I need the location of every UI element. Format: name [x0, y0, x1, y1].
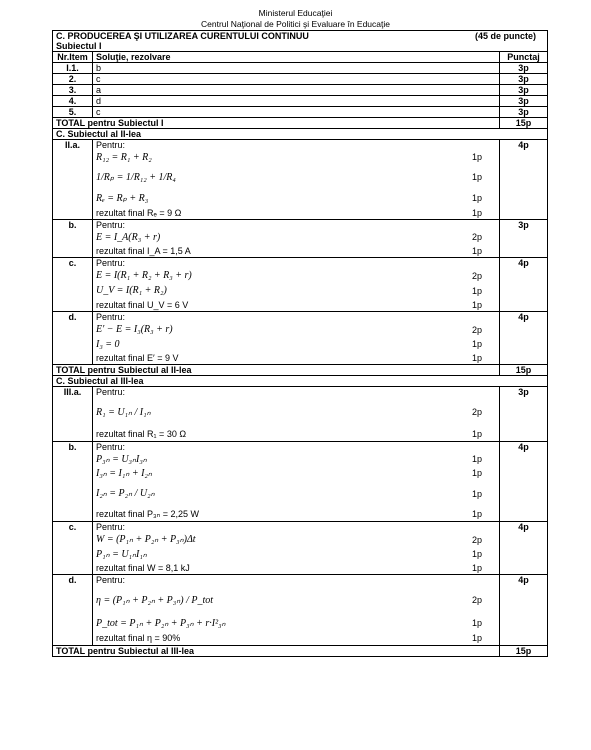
formula: R₁₂ = R₁ + R₂: [96, 151, 152, 163]
final-result: rezultat final P₃ₙ = 2,25 W: [96, 509, 200, 519]
line-points: 1p: [471, 339, 482, 349]
item-solution: a: [93, 85, 500, 96]
pentru-label: Pentru:: [96, 220, 126, 230]
formula-line: [96, 150, 496, 164]
item-points: 4p: [499, 442, 547, 522]
formula: E = I_A(R₃ + r): [96, 231, 161, 243]
formula-line: [96, 507, 496, 521]
formula: 1/Rₚ = 1/R₁₂ + 1/R₄: [96, 171, 176, 183]
formula: I₃ₙ = I₁ₙ + I₂ₙ: [96, 467, 152, 479]
formula-line: [96, 283, 496, 298]
table-row: [53, 74, 548, 85]
item-points: 3p: [499, 74, 547, 85]
line-points: 2p: [471, 407, 482, 417]
item-solution: b: [93, 63, 500, 74]
total-points: 15p: [499, 365, 547, 376]
line-points: 1p: [471, 468, 482, 478]
table-row: [53, 522, 548, 575]
formula-line: [96, 427, 496, 441]
table-row: [53, 96, 548, 107]
table-row: [53, 312, 548, 365]
item-solution: [93, 220, 500, 258]
item-solution: [93, 140, 500, 220]
final-result: rezultat final W = 8,1 kJ: [96, 562, 190, 573]
item-solution: [93, 575, 500, 646]
item-solution: [93, 522, 500, 575]
line-points: 1p: [471, 488, 482, 499]
formula-line: [96, 322, 496, 337]
final-result: rezultat final U_V = 6 V: [96, 299, 189, 310]
formula-line: [96, 397, 496, 427]
total-points: 15p: [499, 646, 547, 657]
section-title-row: [53, 31, 548, 52]
total-row: [53, 118, 548, 129]
item-solution: d: [93, 96, 500, 107]
pentru-label: Pentru:: [96, 575, 126, 585]
item-points: 3p: [499, 96, 547, 107]
formula-line: [96, 164, 496, 190]
final-result: rezultat final E′ = 9 V: [96, 352, 179, 363]
col-solution-header: Soluţie, rezolvare: [93, 52, 500, 63]
formula: P_tot = P₁ₙ + P₂ₙ + P₃ₙ + r·I²₃ₙ: [96, 617, 226, 629]
formula-line: [96, 547, 496, 561]
line-points: 2p: [471, 270, 482, 281]
item-solution: [93, 442, 500, 522]
formula: Rₑ = Rₚ + R₃: [96, 192, 149, 204]
line-points: 1p: [471, 245, 482, 256]
col-points-header: Punctaj: [499, 52, 547, 63]
item-points: 3p: [499, 85, 547, 96]
line-points: 2p: [471, 534, 482, 545]
line-points: 1p: [471, 509, 482, 519]
total-label: TOTAL pentru Subiectul al II-lea: [53, 365, 500, 376]
total-row: [53, 365, 548, 376]
final-result: rezultat final η = 90%: [96, 633, 181, 643]
subject3-title: C. Subiectul al III-lea: [53, 376, 548, 387]
item-number: b.: [53, 442, 93, 522]
pentru-label: Pentru:: [96, 522, 126, 532]
table-row: [53, 140, 548, 220]
item-points: 4p: [499, 522, 547, 575]
formula: W = (P₁ₙ + P₂ₙ + P₃ₙ)Δt: [96, 534, 196, 545]
document-header: [0, 8, 591, 30]
line-points: 1p: [471, 618, 482, 628]
table-row: [53, 63, 548, 74]
line-points: 1p: [471, 285, 482, 296]
formula-line: [96, 337, 496, 351]
item-number: I.1.: [53, 63, 93, 74]
section-title: C. PRODUCEREA ŞI UTILIZAREA CURENTULUI CONTINUU: [56, 31, 309, 41]
header-ministry: Ministerul Educaţiei: [258, 8, 333, 18]
pentru-label: Pentru:: [96, 140, 126, 150]
table-row: [53, 387, 548, 442]
formula-line: [96, 452, 496, 466]
final-result: rezultat final I_A = 1,5 A: [96, 245, 191, 256]
line-points: 1p: [471, 633, 482, 643]
line-points: 2p: [471, 324, 482, 335]
line-points: 1p: [471, 429, 482, 439]
table-row: [53, 258, 548, 312]
item-number: 2.: [53, 74, 93, 85]
line-points: 2p: [471, 595, 482, 605]
item-points: 3p: [499, 387, 547, 442]
total-label: TOTAL pentru Subiectul al III-lea: [53, 646, 500, 657]
col-item-header: Nr.Item: [53, 52, 93, 63]
formula: U_V = I(R₁ + R₂): [96, 285, 167, 296]
table-row: [53, 85, 548, 96]
line-points: 2p: [471, 232, 482, 242]
subject2-title-row: [53, 129, 548, 140]
formula-line: [96, 561, 496, 574]
line-points: 1p: [471, 299, 482, 310]
table-row: [53, 575, 548, 646]
formula: R₁ = U₁ₙ / I₁ₙ: [96, 406, 151, 418]
item-points: 3p: [499, 107, 547, 118]
final-result: rezultat final Rₑ = 9 Ω: [96, 207, 182, 218]
formula-line: [96, 298, 496, 311]
formula: P₁ₙ = U₁ₙI₁ₙ: [96, 548, 147, 560]
item-points: 4p: [499, 312, 547, 365]
item-number: d.: [53, 575, 93, 646]
item-solution: c: [93, 107, 500, 118]
line-points: 1p: [471, 172, 482, 182]
formula-line: [96, 532, 496, 547]
line-points: 1p: [471, 352, 482, 363]
formula: I₃ = 0: [96, 338, 120, 350]
item-number: II.a.: [53, 140, 93, 220]
total-points: 15p: [499, 118, 547, 129]
item-number: III.a.: [53, 387, 93, 442]
formula-line: [96, 585, 496, 615]
subject3-title-row: [53, 376, 548, 387]
subject1-title: Subiectul I: [56, 41, 102, 51]
formula-line: [96, 268, 496, 283]
pentru-label: Pentru:: [96, 442, 126, 452]
item-points: 4p: [499, 575, 547, 646]
item-solution: [93, 312, 500, 365]
subject2-title: C. Subiectul al II-lea: [53, 129, 548, 140]
line-points: 1p: [471, 152, 482, 162]
formula-line: [96, 206, 496, 219]
line-points: 1p: [471, 549, 482, 559]
formula-line: [96, 230, 496, 244]
item-number: c.: [53, 522, 93, 575]
formula-line: [96, 351, 496, 364]
formula-line: [96, 190, 496, 206]
formula: E′ − E = I₃(R₃ + r): [96, 324, 173, 335]
formula: I₂ₙ = P₂ₙ / U₂ₙ: [96, 488, 155, 499]
formula-line: [96, 244, 496, 257]
pentru-label: Pentru:: [96, 258, 126, 268]
total-row: [53, 646, 548, 657]
table-header-row: [53, 52, 548, 63]
item-solution: c: [93, 74, 500, 85]
pentru-label: Pentru:: [96, 387, 126, 397]
item-number: d.: [53, 312, 93, 365]
item-solution: [93, 387, 500, 442]
item-points: 3p: [499, 220, 547, 258]
formula: P₃ₙ = U₃ₙI₃ₙ: [96, 453, 147, 465]
formula-line: [96, 480, 496, 507]
item-solution: [93, 258, 500, 312]
item-number: 5.: [53, 107, 93, 118]
item-points: 4p: [499, 140, 547, 220]
item-number: 3.: [53, 85, 93, 96]
header-center: Centrul Naţional de Politici şi Evaluare în Educaţie: [201, 19, 390, 29]
formula: E = I(R₁ + R₂ + R₃ + r): [96, 270, 192, 281]
table-row: [53, 442, 548, 522]
item-points: 4p: [499, 258, 547, 312]
item-number: 4.: [53, 96, 93, 107]
line-points: 1p: [471, 193, 482, 203]
formula: η = (P₁ₙ + P₂ₙ + P₃ₙ) / P_tot: [96, 594, 214, 606]
formula-line: [96, 615, 496, 631]
grading-table: [52, 30, 548, 657]
table-row: [53, 107, 548, 118]
item-points: 3p: [499, 63, 547, 74]
line-points: 1p: [471, 562, 482, 573]
section-points: (45 de puncte): [474, 31, 536, 41]
formula-line: [96, 631, 496, 645]
line-points: 1p: [471, 207, 482, 218]
formula-line: [96, 466, 496, 480]
line-points: 1p: [471, 454, 482, 464]
total-label: TOTAL pentru Subiectul I: [53, 118, 500, 129]
item-number: c.: [53, 258, 93, 312]
table-row: [53, 220, 548, 258]
item-number: b.: [53, 220, 93, 258]
pentru-label: Pentru:: [96, 312, 126, 322]
final-result: rezultat final R₁ = 30 Ω: [96, 429, 187, 439]
